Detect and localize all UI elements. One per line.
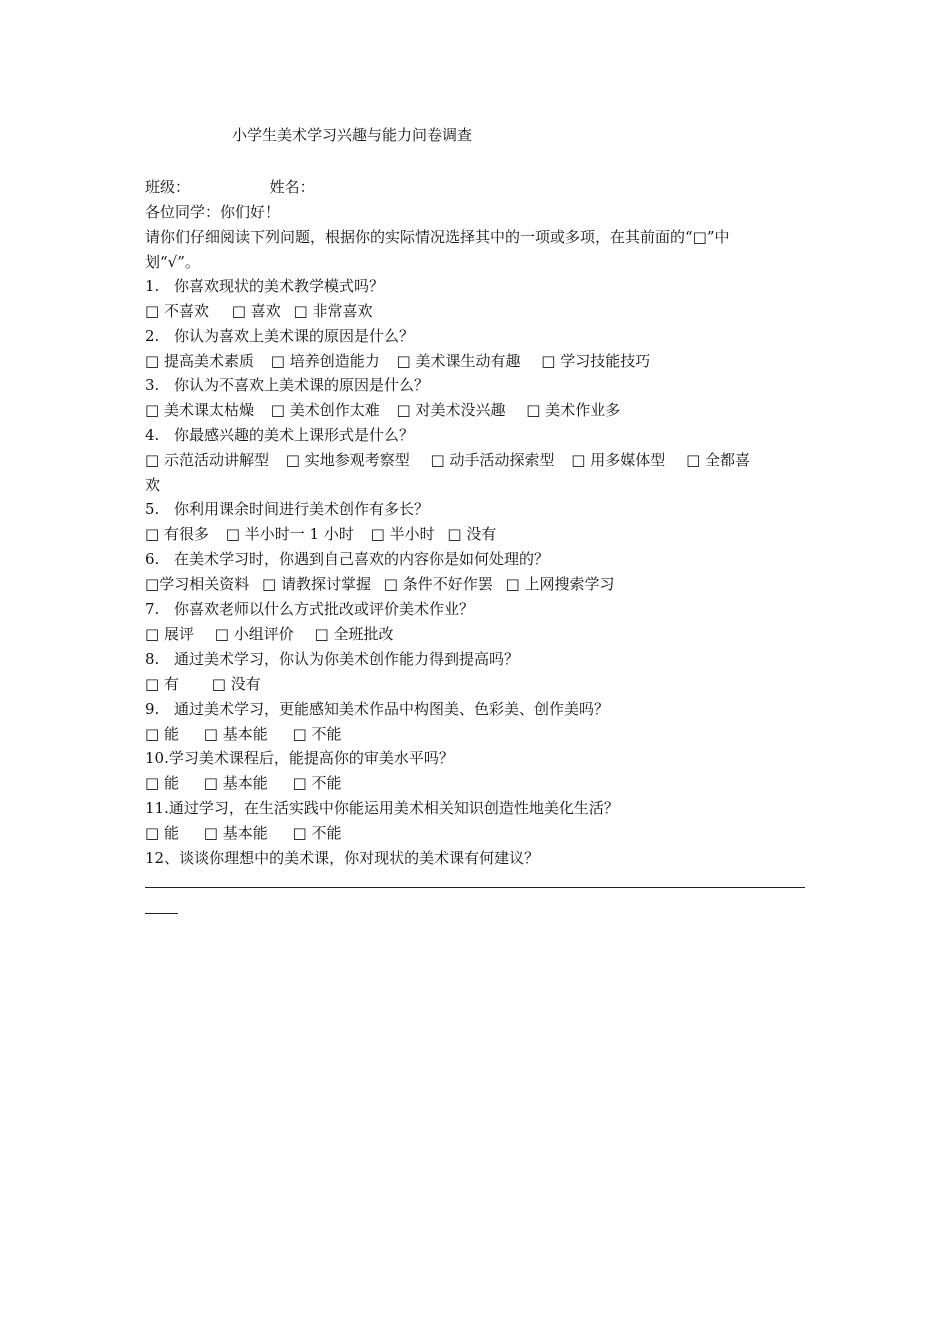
question-text: 你利用课余时间进行美术创作有多长？	[174, 500, 430, 518]
option-checkbox[interactable]: □ 美术创作太难	[270, 401, 380, 419]
class-label: 班级：	[145, 178, 191, 196]
page-title: 小学生美术学习兴趣与能力问卷调查	[232, 126, 473, 144]
question-text: 你认为不喜欢上美术课的原因是什么？	[174, 376, 430, 394]
option-checkbox[interactable]: □ 有	[145, 675, 179, 693]
option-checkbox[interactable]: □ 对美术没兴趣	[396, 401, 506, 419]
question-3-options	[145, 400, 620, 420]
question-11-options	[145, 823, 342, 843]
question-5	[145, 499, 429, 519]
option-checkbox[interactable]: □ 基本能	[203, 725, 268, 743]
option-checkbox[interactable]: □ 美术作业多	[526, 401, 621, 419]
question-1	[145, 276, 384, 296]
question-number: 5.	[145, 500, 160, 518]
option-checkbox[interactable]: □ 喜欢	[231, 302, 281, 320]
option-checkbox[interactable]: □ 示范活动讲解型	[145, 451, 269, 469]
option-checkbox[interactable]: □ 请教探讨掌握	[261, 575, 371, 593]
question-number: 6.	[145, 550, 160, 568]
question-6-options	[145, 574, 615, 594]
question-8	[145, 649, 519, 669]
greeting: 各位同学：你们好！	[145, 203, 281, 221]
question-text: 学习美术课程后，能提高你的审美水平吗？	[168, 749, 454, 767]
question-text: 谈谈你理想中的美术课，你对现状的美术课有何建议？	[179, 849, 540, 867]
option-checkbox[interactable]: □ 动手活动探索型	[430, 451, 555, 469]
question-number: 8.	[145, 650, 160, 668]
question-8-options	[145, 674, 261, 694]
option-checkbox[interactable]: □ 没有	[447, 525, 497, 543]
question-9	[145, 699, 609, 719]
question-number: 10.	[145, 749, 169, 767]
question-number: 1.	[145, 277, 160, 295]
option-checkbox[interactable]: □ 没有	[211, 675, 261, 693]
question-text: 你认为喜欢上美术课的原因是什么？	[174, 327, 415, 345]
instruction-line-1: 请你们仔细阅读下列问题，根据你的实际情况选择其中的一项或多项，在其前面的“□”中	[145, 228, 730, 246]
option-checkbox[interactable]: □ 实地参观考察型	[285, 451, 410, 469]
question-1-options	[145, 301, 373, 321]
answer-line[interactable]	[145, 887, 805, 888]
question-5-options	[145, 524, 496, 544]
option-checkbox[interactable]: □ 美术课生动有趣	[396, 352, 521, 370]
question-3	[145, 375, 429, 395]
question-4-option-wrap: 欢	[145, 476, 161, 494]
option-checkbox[interactable]: □ 条件不好作罢	[383, 575, 493, 593]
option-checkbox[interactable]: □ 用多媒体型	[571, 451, 666, 469]
option-checkbox[interactable]: □ 能	[145, 824, 179, 842]
question-10-options	[145, 773, 342, 793]
question-number: 12、	[145, 849, 180, 867]
question-10	[145, 748, 454, 768]
option-checkbox[interactable]: □ 基本能	[203, 824, 268, 842]
option-checkbox[interactable]: □ 半小时一 1 小时	[225, 525, 354, 543]
option-checkbox[interactable]: □ 非常喜欢	[293, 302, 373, 320]
option-checkbox[interactable]: □ 不喜欢	[145, 302, 209, 320]
question-text: 通过美术学习，你认为你美术创作能力得到提高吗？	[174, 650, 520, 668]
option-checkbox[interactable]: □ 培养创造能力	[270, 352, 380, 370]
question-4-options	[145, 450, 750, 470]
question-number: 3.	[145, 376, 160, 394]
answer-line-tail[interactable]	[145, 913, 178, 914]
question-text: 你喜欢老师以什么方式批改或评价美术作业？	[174, 600, 475, 618]
question-number: 4.	[145, 426, 160, 444]
question-number: 7.	[145, 600, 160, 618]
header-fields	[145, 177, 315, 197]
question-11	[145, 798, 619, 818]
option-checkbox[interactable]: □ 基本能	[203, 774, 268, 792]
option-checkbox[interactable]: □ 展评	[145, 625, 194, 643]
question-12	[145, 848, 539, 868]
option-checkbox[interactable]: □ 小组评价	[214, 625, 294, 643]
question-7-options	[145, 624, 394, 644]
option-checkbox[interactable]: □ 能	[145, 774, 179, 792]
question-text: 通过美术学习，更能感知美术作品中构图美、色彩美、创作美吗？	[174, 700, 610, 718]
question-text: 通过学习，在生活实践中你能运用美术相关知识创造性地美化生活？	[168, 799, 619, 817]
option-checkbox[interactable]: □学习相关资料	[145, 575, 250, 593]
option-checkbox[interactable]: □ 全班批改	[314, 625, 394, 643]
question-2	[145, 326, 414, 346]
option-checkbox[interactable]: □ 提高美术素质	[145, 352, 254, 370]
question-7	[145, 599, 474, 619]
question-4	[145, 425, 414, 445]
option-checkbox[interactable]: □ 美术课太枯燥	[145, 401, 254, 419]
option-checkbox[interactable]: □ 能	[145, 725, 179, 743]
option-checkbox[interactable]: □ 不能	[292, 774, 342, 792]
option-checkbox[interactable]: □ 不能	[292, 725, 342, 743]
question-6	[145, 549, 549, 569]
question-9-options	[145, 724, 342, 744]
option-checkbox[interactable]: □ 全都喜	[686, 451, 751, 469]
question-number: 9.	[145, 700, 160, 718]
option-checkbox[interactable]: □ 半小时	[370, 525, 435, 543]
question-2-options	[145, 351, 650, 371]
name-label: 姓名：	[269, 178, 315, 196]
question-text: 你最感兴趣的美术上课形式是什么？	[174, 426, 415, 444]
question-text: 在美术学习时，你遇到自己喜欢的内容你是如何处理的？	[174, 550, 550, 568]
option-checkbox[interactable]: □ 学习技能技巧	[541, 352, 651, 370]
option-checkbox[interactable]: □ 上网搜索学习	[505, 575, 615, 593]
option-checkbox[interactable]: □ 有很多	[145, 525, 209, 543]
question-number: 2.	[145, 327, 160, 345]
instruction-line-2: 划“√”。	[145, 253, 200, 271]
option-checkbox[interactable]: □ 不能	[292, 824, 342, 842]
question-number: 11.	[145, 799, 169, 817]
question-text: 你喜欢现状的美术教学模式吗？	[174, 277, 385, 295]
